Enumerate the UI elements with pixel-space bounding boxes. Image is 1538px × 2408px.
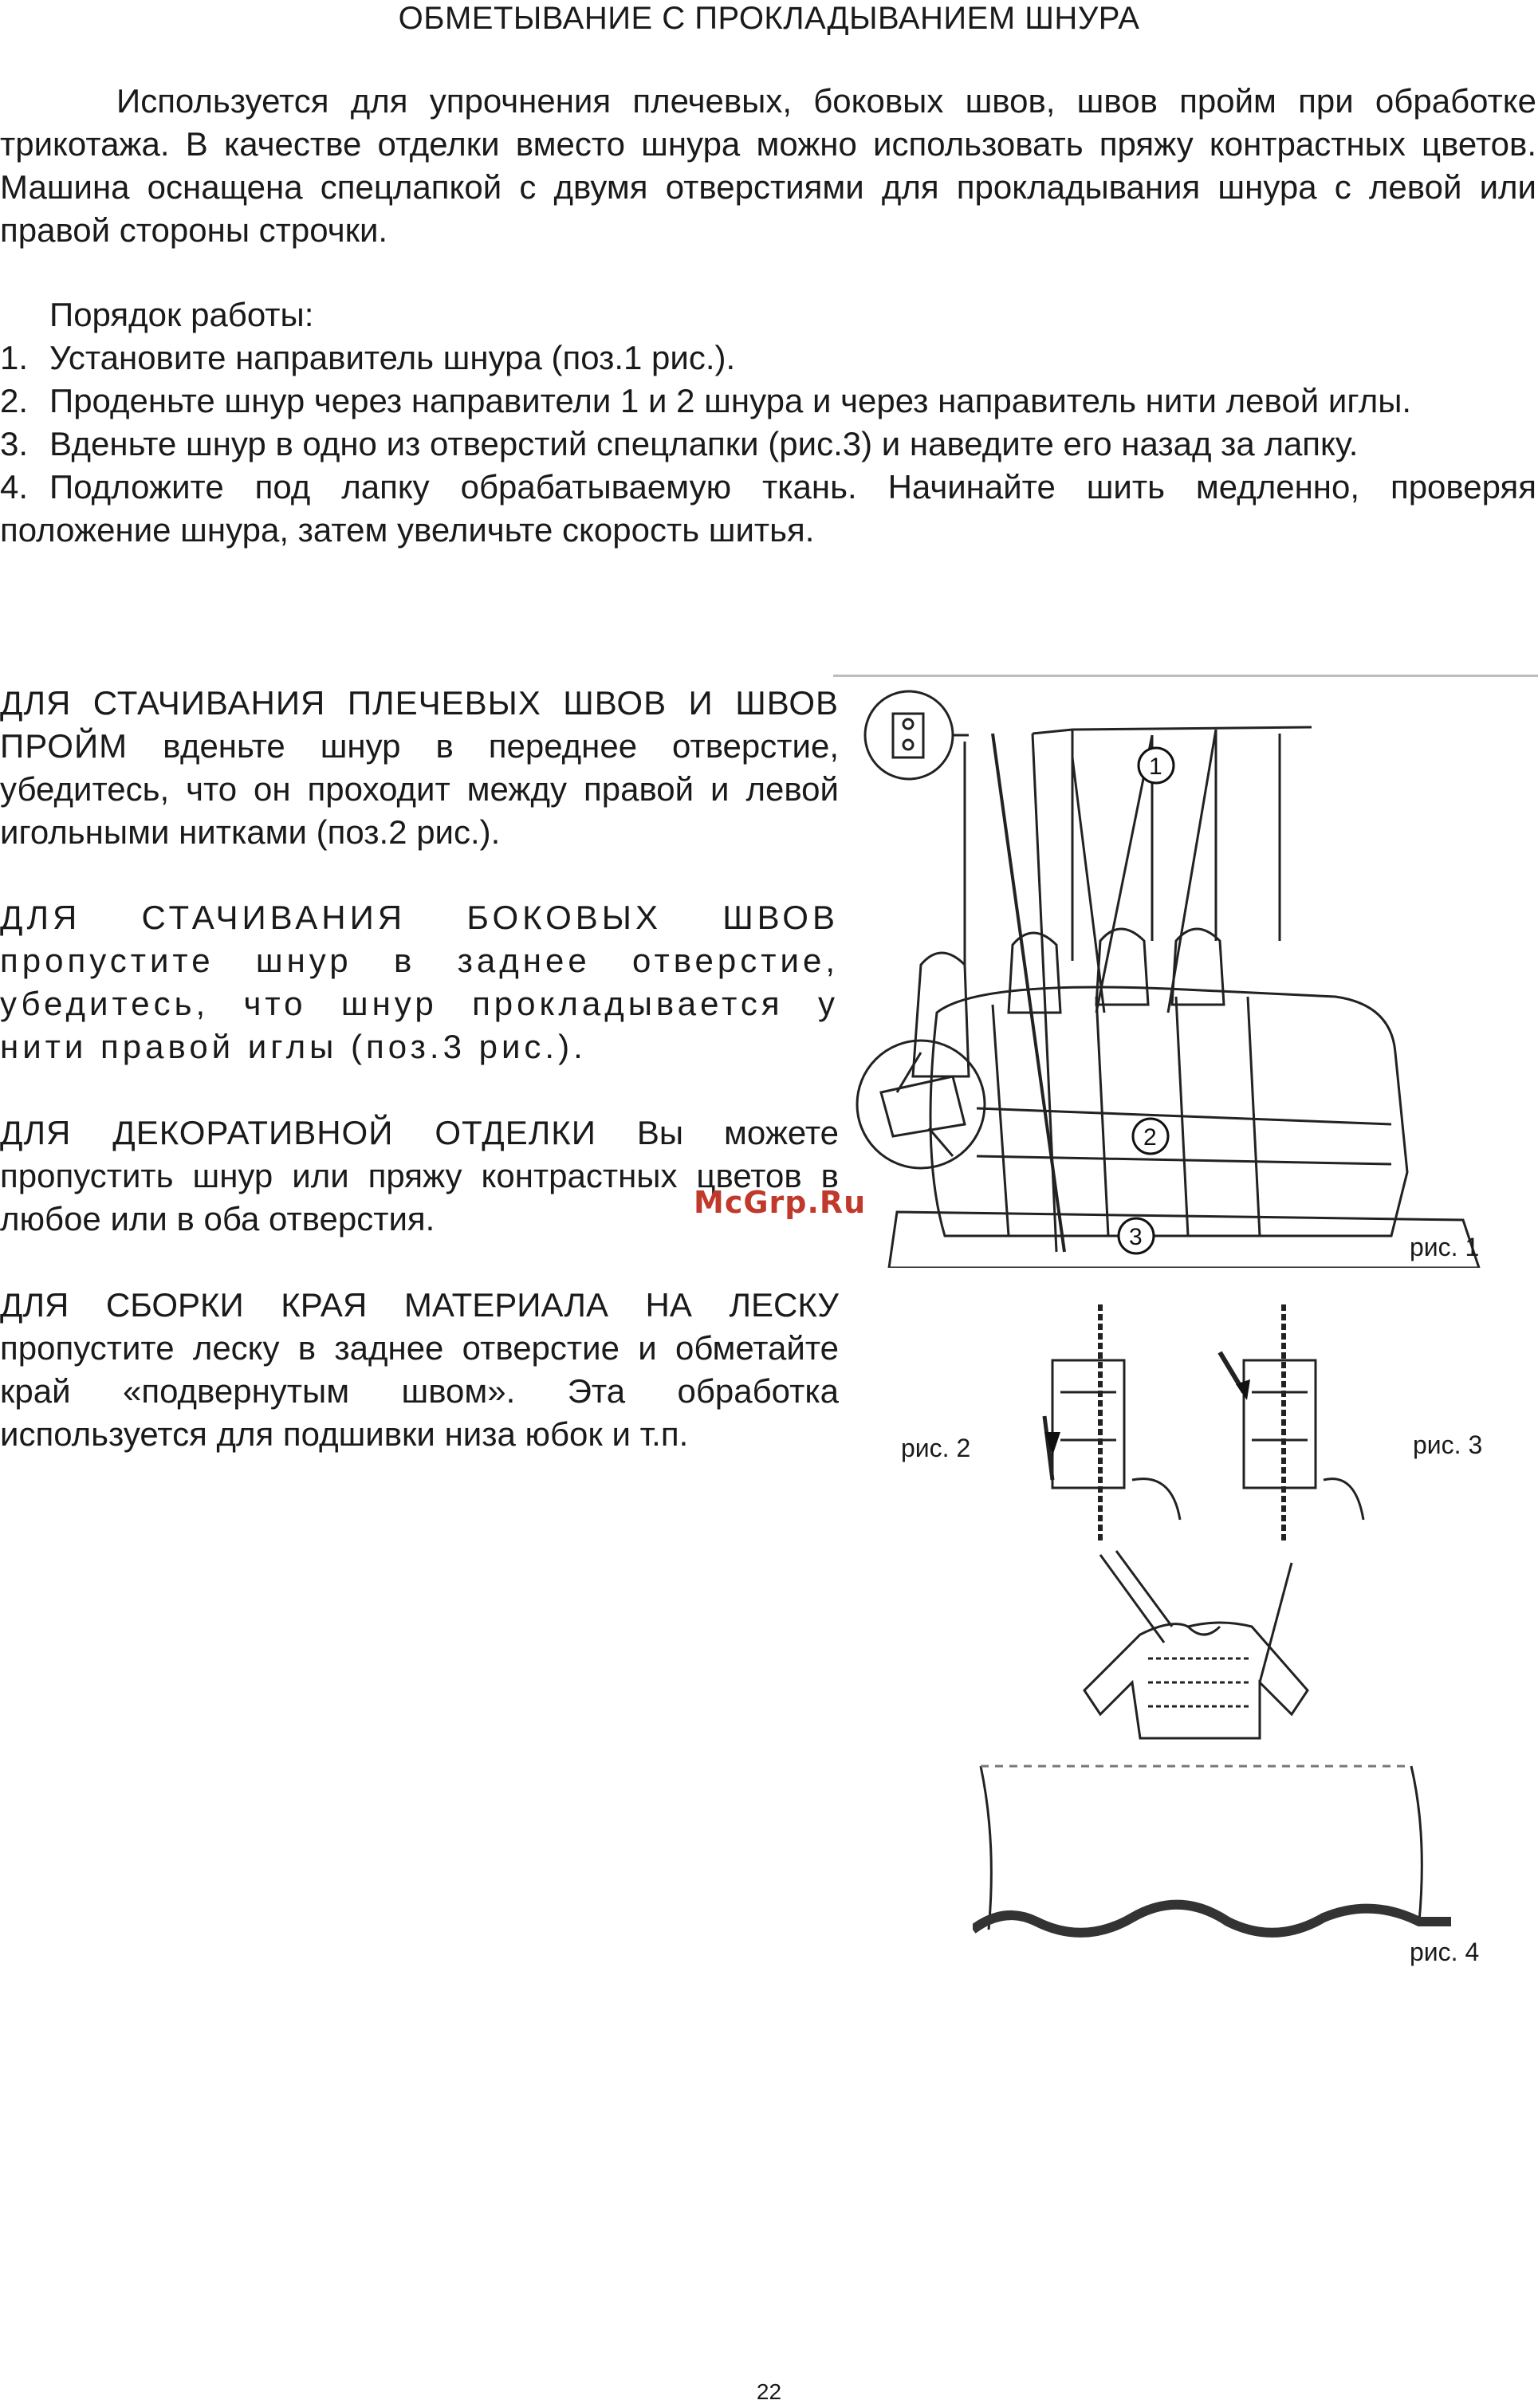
section-lead: ДЛЯ ДЕКОРАТИВНОЙ ОТДЕЛКИ (0, 1114, 596, 1151)
section-lead: ДЛЯ СТАЧИВАНИЯ БОКОВЫХ ШВОВ (0, 899, 839, 936)
step-number: 3. (0, 425, 29, 462)
figure-3-presser-foot (1212, 1304, 1371, 1544)
section-body: пропустите шнур в заднее отверстие, убедитесь, что шнур прокладывается у нити правой иглы (поз.3 рис.). (0, 942, 839, 1065)
figure-1-caption: рис. 1 (1410, 1233, 1480, 1261)
page-number: 22 (756, 2379, 782, 2404)
step-item (0, 466, 1536, 552)
steps-list (0, 336, 1536, 552)
figure-4-caption: рис. 4 (1410, 1938, 1480, 1966)
section-fishing-line (0, 1284, 839, 1456)
tshirt-illustration (1068, 1539, 1331, 1746)
section-side-seams (0, 896, 839, 1068)
figure-2-presser-foot (1029, 1304, 1188, 1544)
callout-2: 2 (1143, 1124, 1157, 1151)
section-shoulder-seams (0, 682, 839, 854)
figure-4-gathered-edge (973, 1762, 1467, 1946)
step-number: 1. (0, 339, 29, 376)
step-item (0, 380, 1536, 423)
step-text: Вденьте шнур в одно из отверстий спецлапки (рис.3) и наведите его назад за лапку. (49, 425, 1359, 462)
steps-heading: Порядок работы: (49, 296, 314, 333)
watermark: McGrp.Ru (694, 1185, 867, 1220)
callout-1: 1 (1149, 753, 1162, 780)
figure-top-rule (833, 675, 1538, 677)
step-text: Установите направитель шнура (поз.1 рис.). (49, 339, 736, 376)
section-decorative (0, 1112, 839, 1241)
step-text: Подложите под лапку обрабатываемую ткань. Начинайте шить медленно, проверяя положение шнура, затем увеличьте скорость шитья. (0, 468, 1536, 549)
intro-paragraph (0, 80, 1536, 252)
figure-1-machine-illustration (833, 678, 1538, 1268)
section-body: вденьте шнур в переднее отверстие, убедитесь, что он проходит между правой и левой игольными нитками (поз.2 рис.). (0, 727, 839, 851)
figure-3-caption: рис. 3 (1413, 1430, 1483, 1459)
figure-2-caption: рис. 2 (901, 1434, 971, 1462)
section-body: Вы можете пропустить шнур или пряжу контрастных цветов в любое или в оба отверстия. (0, 1114, 839, 1237)
section-body: пропустите леску в заднее отверстие и обметайте край «подвернутым швом». Эта обработка используется для подшивки низа юбок и т.п. (0, 1329, 839, 1453)
page-title: ОБМЕТЫВАНИЕ С ПРОКЛАДЫВАНИЕМ ШНУРА (398, 1, 1140, 36)
section-lead: ДЛЯ СБОРКИ КРАЯ МАТЕРИАЛА НА ЛЕСКУ (0, 1286, 839, 1324)
step-item (0, 336, 1536, 380)
step-text: Проденьте шнур через направители 1 и 2 шнура и через направитель нити левой иглы. (49, 382, 1412, 419)
step-number: 2. (0, 382, 29, 419)
step-number: 4. (0, 468, 29, 506)
step-item (0, 423, 1536, 466)
intro-text: Используется для упрочнения плечевых, боковых швов, швов пройм при обработке трикотажа. В качестве отделки вместо шнура можно использовать пряжу контрастных цветов. Машина оснащена спецлапкой с двумя отверстиями для прокладывания шнура с левой или правой стороны строчки. (0, 82, 1536, 249)
section-lead: ДЛЯ СТАЧИВАНИЯ ПЛЕЧЕВЫХ ШВОВ И ШВОВ ПРОЙМ (0, 684, 839, 765)
callout-2-on-fig: 3 (1129, 1224, 1143, 1250)
